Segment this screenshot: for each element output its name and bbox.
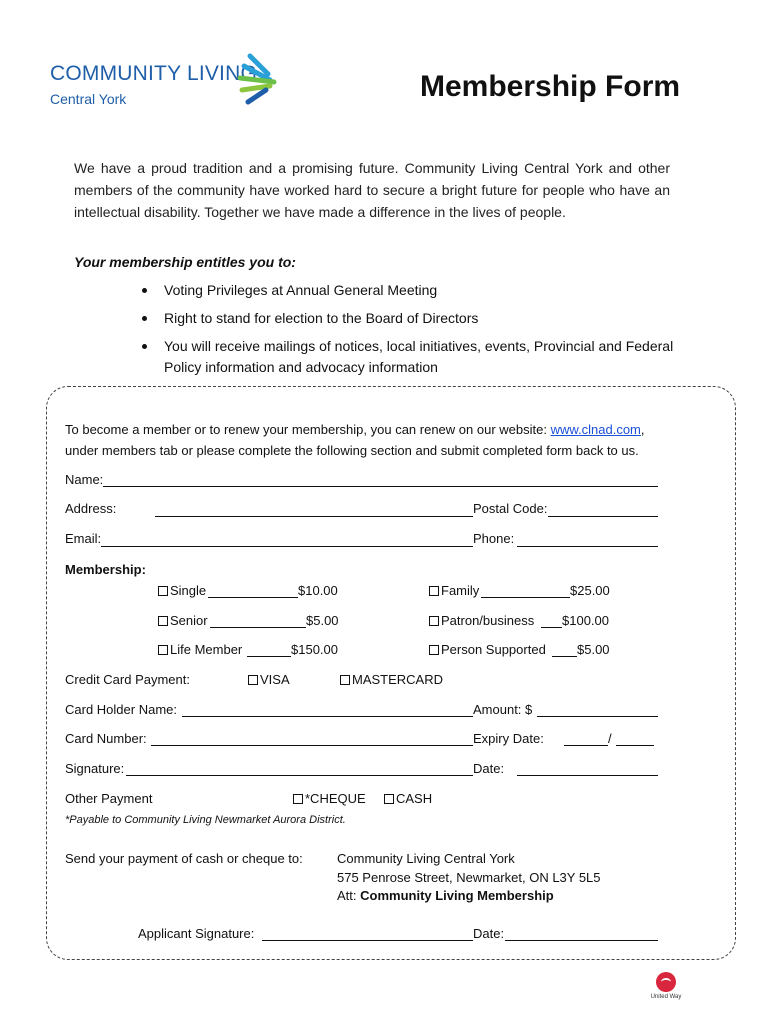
instructions-line1: To become a member or to renew your membership, you can renew on our website: www.clnad.com, <box>65 422 645 437</box>
logo-icon <box>228 50 280 112</box>
card-number-field[interactable] <box>151 745 473 746</box>
card-holder-label: Card Holder Name: <box>65 702 177 717</box>
family-checkbox[interactable] <box>429 586 439 596</box>
address-field[interactable] <box>155 516 473 517</box>
entitles-heading: Your membership entitles you to: <box>74 254 296 270</box>
option-family[interactable]: Family <box>429 583 479 598</box>
amount-field[interactable] <box>537 716 658 717</box>
address-label: Address: <box>65 501 117 516</box>
option-person-supported[interactable]: Person Supported <box>429 642 546 657</box>
option-patron[interactable]: Patron/business <box>429 613 534 628</box>
signature-label: Signature: <box>65 761 125 776</box>
email-field[interactable] <box>101 546 473 547</box>
send-label: Send your payment of cash or cheque to: <box>65 851 303 866</box>
card-number-label: Card Number: <box>65 731 147 746</box>
expiry-label: Expiry Date: <box>473 731 544 746</box>
credit-card-label: Credit Card Payment: <box>65 672 190 687</box>
website-link[interactable]: www.clnad.com <box>550 422 641 437</box>
intro-paragraph: We have a proud tradition and a promising future. Community Living Central York and other members of the community have worked hard to secure a bright future for people who have an intellectual disability. Together we have made a difference in the lives of people. <box>74 160 670 220</box>
single-price: $10.00 <box>298 583 338 598</box>
applicant-signature-label: Applicant Signature: <box>138 926 255 941</box>
payable-note: *Payable to Community Living Newmarket Aurora District. <box>65 814 346 826</box>
benefit-item: Right to stand for election to the Board of Directors <box>138 308 698 329</box>
expiry-month-field[interactable] <box>564 745 608 746</box>
phone-field[interactable] <box>517 546 658 547</box>
postal-code-label: Postal Code: <box>473 501 548 516</box>
benefit-item: You will receive mailings of notices, local initiatives, events, Provincial and Federal Policy information and advocacy information <box>138 336 698 378</box>
single-checkbox[interactable] <box>158 586 168 596</box>
benefit-item: Voting Privileges at Annual General Meeting <box>138 280 698 301</box>
card-holder-field[interactable] <box>182 716 473 717</box>
single-blank <box>208 597 298 598</box>
senior-blank <box>210 627 306 628</box>
applicant-signature-field[interactable] <box>262 940 473 941</box>
page-title: Membership Form <box>420 70 681 103</box>
membership-heading: Membership: <box>65 562 146 577</box>
postal-code-field[interactable] <box>548 516 658 517</box>
date-field[interactable] <box>517 775 658 776</box>
united-way-label: United Way <box>650 994 682 1000</box>
instructions-line2: under members tab or please complete the following section and submit completed form back to us. <box>65 443 639 458</box>
cash-option[interactable]: CASH <box>384 791 432 806</box>
name-field[interactable] <box>103 486 658 487</box>
benefits-list <box>138 280 698 385</box>
patron-checkbox[interactable] <box>429 616 439 626</box>
senior-price: $5.00 <box>306 613 339 628</box>
expiry-year-field[interactable] <box>616 745 654 746</box>
family-blank <box>481 597 570 598</box>
expiry-slash: / <box>608 731 612 746</box>
other-payment-label: Other Payment <box>65 791 153 806</box>
senior-checkbox[interactable] <box>158 616 168 626</box>
option-senior[interactable]: Senior <box>158 613 208 628</box>
phone-label: Phone: <box>473 531 515 546</box>
person-supported-checkbox[interactable] <box>429 645 439 655</box>
united-way-logo <box>648 972 684 1000</box>
mail-attention: Att: Community Living Membership <box>337 888 554 903</box>
applicant-date-label: Date: <box>473 926 505 941</box>
visa-option[interactable]: VISA <box>248 672 290 687</box>
visa-checkbox[interactable] <box>248 675 258 685</box>
life-member-checkbox[interactable] <box>158 645 168 655</box>
signature-field[interactable] <box>126 775 473 776</box>
person-supported-blank <box>552 656 577 657</box>
patron-blank <box>541 627 562 628</box>
cheque-checkbox[interactable] <box>293 794 303 804</box>
option-single[interactable]: Single <box>158 583 206 598</box>
cheque-option[interactable]: *CHEQUE <box>293 791 366 806</box>
family-price: $25.00 <box>570 583 610 598</box>
logo-title: COMMUNITY LIVING <box>50 62 257 85</box>
option-life-member[interactable]: Life Member <box>158 642 242 657</box>
amount-label: Amount: $ <box>473 702 533 717</box>
mail-org: Community Living Central York <box>337 851 515 866</box>
applicant-date-field[interactable] <box>505 940 658 941</box>
email-label: Email: <box>65 531 102 546</box>
life-member-price: $150.00 <box>291 642 338 657</box>
mastercard-checkbox[interactable] <box>340 675 350 685</box>
cash-checkbox[interactable] <box>384 794 394 804</box>
mail-street: 575 Penrose Street, Newmarket, ON L3Y 5L5 <box>337 870 601 885</box>
mastercard-option[interactable]: MASTERCARD <box>340 672 443 687</box>
logo-subtitle: Central York <box>50 91 127 107</box>
person-supported-price: $5.00 <box>577 642 610 657</box>
life-member-blank <box>247 656 291 657</box>
united-way-icon <box>656 972 676 992</box>
name-label: Name: <box>65 472 104 487</box>
date-label: Date: <box>473 761 505 776</box>
patron-price: $100.00 <box>562 613 609 628</box>
